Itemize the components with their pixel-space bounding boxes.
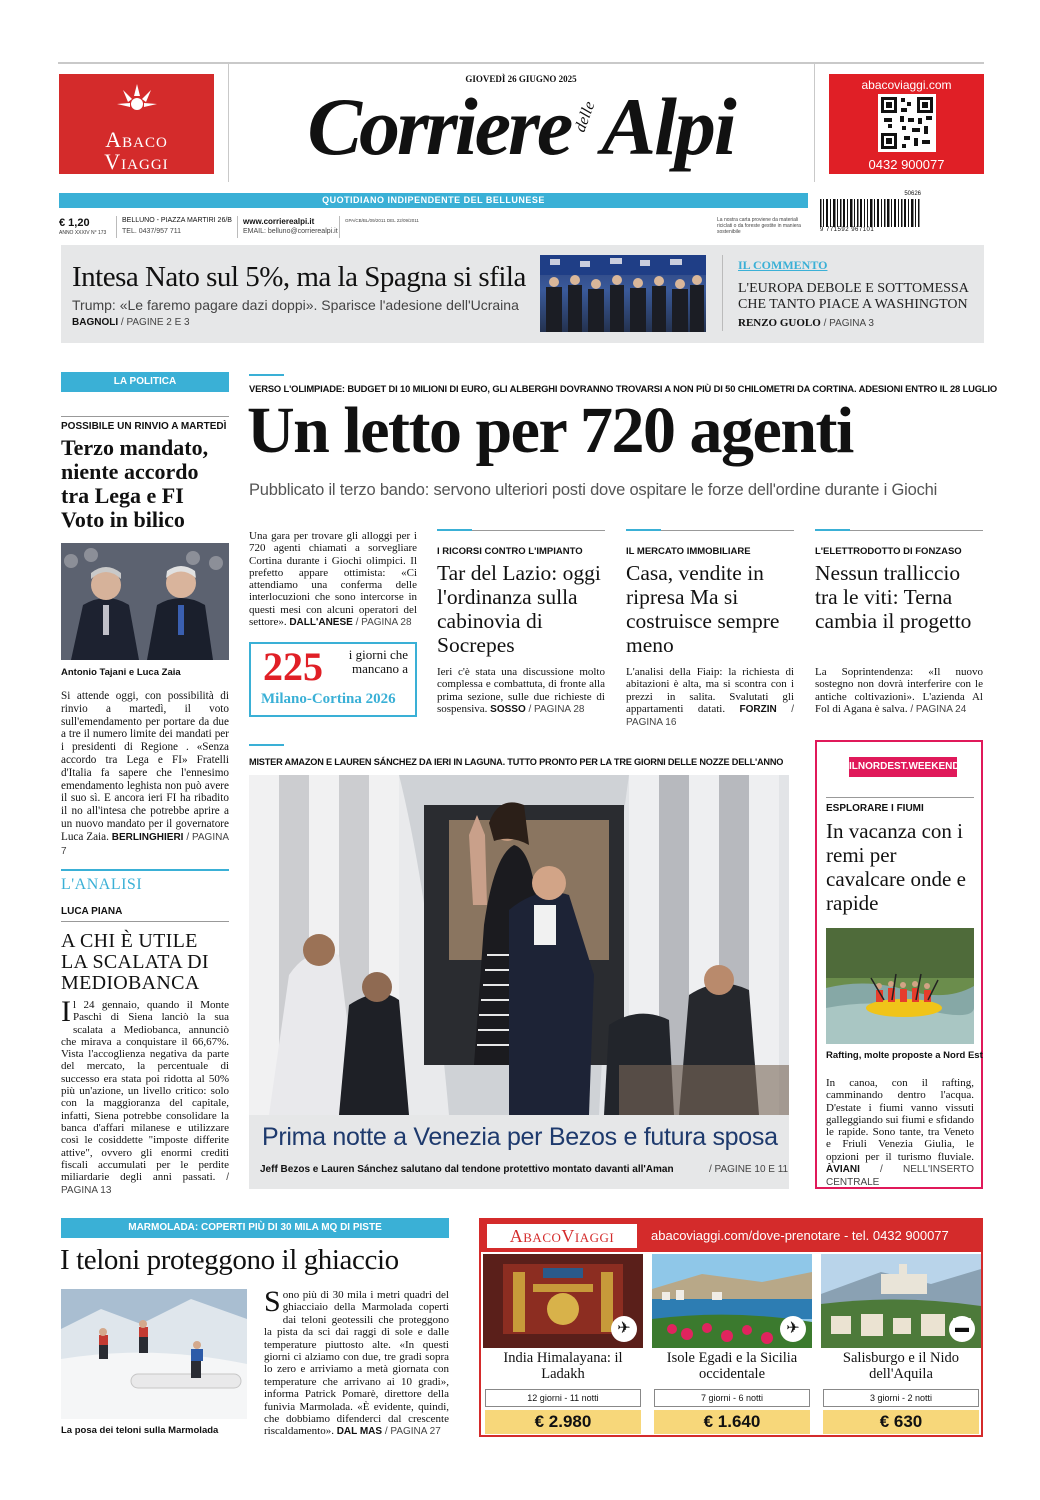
abaco-logo-ad[interactable] [59,74,214,174]
lead-body [249,530,417,629]
col2-title[interactable]: Casa, vendite in ripresa Ma si costruisce sempre meno [626,561,780,657]
countdown-text: i giorni che mancano a [348,647,408,676]
banner-author: BAGNOLI [72,317,119,328]
info-divider-1 [116,216,117,238]
offer-card-ladakh[interactable] [483,1254,643,1434]
tagline-bar: QUOTIDIANO INDIPENDENTE DEL BELLUNESE [59,193,808,208]
section-politica: LA POLITICA [61,372,229,392]
marmolada-body-text: ono più di 30 mila i metri quadri del ghiacciaio della Marmolada coperti dai teloni geotessili che proteggono la pista da sci dai raggi di sole e dalle temperature piuttosto alte. «In questi giorni ci alziamo con due, tre gradi sopra lo zero e arriviamo a metà giornata con temperature che arrivano ai 10 gradi», informa Patrick Pomarè, direttore della funivia Marmolada. «È evidente, quindi, che dobbiamo difenderci dal crescente riscaldamento». [264,1289,449,1438]
offer-ladakh-duration: 12 giorni - 11 notti [485,1389,641,1407]
col2-body-text: L'analisi della Fiaip: la richiesta di abitazioni è alta, ma si scontra con i prezzi in salita. Svalutati gli appartamenti datati. [626,666,794,715]
banner-byline [72,317,190,328]
newspaper-title[interactable] [228,72,814,182]
analisi-top-rule [61,869,229,871]
barcode-icon [818,199,922,227]
rafting-image [826,928,974,1044]
marmolada-dropcap: S [264,1285,281,1318]
offer-ladakh-title: India Himalayana: il Ladakh [503,1350,623,1382]
travel-ad-brand: AbacoViaggi [487,1224,637,1248]
analisi-ref: / PAGINA 13 [61,1172,229,1197]
col2-ref: / PAGINA 16 [626,703,795,729]
website-link[interactable]: www.corrierealpi.it [243,217,315,226]
col3-ref: / PAGINA 24 [910,703,967,715]
analisi-title[interactable]: A CHI È UTILE LA SCALATA DI MEDIOBANCA [61,930,209,994]
offer-egadi-price: € 1.640 [654,1410,810,1434]
offer-card-salisburgo[interactable] [821,1254,981,1434]
col1-accent [437,529,472,531]
weekend-author: ÀVIANI [826,1164,860,1176]
offer-egadi-duration: 7 giorni - 6 notti [654,1389,810,1407]
tajani-zaia-photo [61,543,229,660]
lead-ref: / PAGINA 28 [355,617,412,629]
plane-icon: ✈ [780,1316,806,1342]
col1-body [437,666,605,716]
weekend-ref: / NELL'INSERTO CENTRALE [826,1164,974,1189]
weekend-title[interactable]: In vacanza con i remi per cavalcare onde e rapide [826,819,966,915]
analisi-dropcap: I [61,995,71,1028]
offer-egadi-photo [652,1254,812,1348]
analisi-author: LUCA PIANA [61,906,123,917]
postal-info: GPA/CB/BL/09/2011 DEL 22/09/2011 [345,218,419,223]
weekend-rule [826,797,974,798]
col3-body [815,666,983,716]
plane-icon: ✈ [611,1316,637,1342]
masthead-divider-right [814,64,815,182]
politica-author: BERLINGHIERI [111,831,184,843]
lead-top-rule [249,374,284,376]
banner-comment-divider [722,255,723,331]
email-link[interactable]: EMAIL: belluno@corrierealpi.it [243,228,338,235]
offer-salisburgo-duration: 3 giorni - 2 notti [823,1389,979,1407]
col2-accent [626,529,661,531]
col3-title[interactable]: Nessun tralliccio tra le viti: Terna cambia il progetto [815,561,972,633]
weekend-kicker: ESPLORARE I FIUMI [826,803,924,814]
lead-kicker: VERSO L'OLIMPIADE: BUDGET DI 10 MILIONI DI EURO, GLI ALBERGHI DOVRANNO TROVARSI A NON PIÙ DI 50 CHILOMETRI DA CORTINA. ADESIONI ENTRO IL 28 LUGLIO [249,383,998,394]
paper-note: La nostra carta proviene da materiali riciclati o da foreste gestite in maniera sostenibile [717,217,801,235]
telephone: TEL. 0437/957 711 [122,228,182,235]
analisi-kicker: L'ANALISI [61,876,143,893]
weekend-body [826,1077,974,1190]
col2-kicker: IL MERCATO IMMOBILIARE [626,546,751,557]
col3-accent [815,529,850,531]
photo-story-caption: Jeff Bezos e Lauren Sánchez salutano dal tendone protettivo montato davanti all'Aman [260,1164,674,1175]
travel-ad[interactable] [479,1218,983,1437]
issue-number: ANNO XXXIV N° 173 [59,230,107,236]
offer-salisburgo-photo [821,1254,981,1348]
qr-code-icon [878,94,936,152]
photo-story-ref: / PAGINE 10 E 11 [709,1164,789,1175]
address: BELLUNO - PIAZZA MARTIRI 26/B [122,217,232,224]
masthead-top-rule [58,62,984,64]
offer-egadi-title: Isole Egadi e la Sicilia occidentale [666,1350,798,1382]
comment-title[interactable]: L'EUROPA DEBOLE E SOTTOMESSA CHE TANTO PIACE A WASHINGTON [738,281,969,312]
offer-ladakh-price: € 2.980 [485,1410,641,1434]
abaco-logo-line1: Abaco [105,127,168,152]
politica-title[interactable]: Terzo mandato, niente accordo tra Lega e FI Voto in bilico [61,435,209,532]
analisi-body [61,995,229,1198]
abaco-sun-logo-icon [114,80,160,124]
photo-story-title[interactable]: Prima notte a Venezia per Bezos e futura sposa [262,1123,778,1151]
countdown-number: 225 [263,644,323,689]
marmolada-title[interactable]: I teloni proteggono il ghiaccio [60,1244,399,1276]
qr-ad-phone: 0432 900077 [868,157,945,172]
bus-icon: ▬ [949,1316,975,1342]
col1-title[interactable]: Tar del Lazio: oggi l'ordinanza sulla cabinovia di Socrepes [437,561,601,657]
col3-kicker: L'ELETTRODOTTO DI FONZASO [815,546,962,557]
rafting-caption: Rafting, molte proposte a Nord Est [826,1050,983,1061]
rafting-photo [826,928,974,1044]
title-delle: delle [572,99,599,135]
title-corriere: Corriere [307,81,571,172]
lead-title[interactable]: Un letto per 720 agenti [247,394,853,467]
politica-rule [61,416,229,417]
comment-kicker: IL COMMENTO [738,258,828,272]
offer-salisburgo-price: € 630 [823,1410,979,1434]
issue-date: GIOVEDÌ 26 GIUGNO 2025 [465,74,577,84]
col1-author: SOSSO [490,703,526,715]
marmolada-image [61,1289,247,1419]
comment-ref: / PAGINA 3 [823,318,874,329]
qr-ad-url: abacoviaggi.com [861,78,952,92]
qr-ad[interactable] [829,74,984,174]
info-divider-3 [339,216,340,238]
marmolada-body [264,1285,449,1439]
analisi-rule [61,921,229,922]
info-divider-2 [237,216,238,238]
barcode-number: 9 771592 967101 [820,227,875,233]
politica-body [61,690,229,858]
abaco-logo-line2: Viaggi [104,149,169,174]
comment-author: RENZO GUOLO [738,317,821,329]
countdown-event: Milano-Cortina 2026 [261,691,396,707]
col3-body-text: La Soprintendenza: «Il nuovo sostegno non dovrà interferire con le antiche coltivazioni». L'azienda Al Fol di Agana è salva. [815,666,983,715]
nato-summit-image [540,255,706,332]
barcode-top-number: 50626 [904,191,921,197]
comment-byline [738,317,874,329]
col2-author: FORZIN [739,703,777,715]
tajani-zaia-image [61,543,229,660]
barcode [818,193,923,235]
banner-subtitle: Trump: «Le faremo pagare dazi doppi». Sparisce l'adesione dell'Ucraina [72,297,519,313]
photo-story-accent [249,744,284,746]
marmolada-author: DAL MAS [336,1426,383,1438]
lead-subtitle: Pubblicato il terzo bando: servono ulteriori posti dove ospitare le forze dell'ordine durante i Giochi [249,481,938,499]
banner-ref: / PAGINE 2 E 3 [120,317,190,328]
lead-author: DALL'ANESE [289,617,353,629]
col1-ref: / PAGINA 28 [528,703,585,715]
offer-ladakh-photo [483,1254,643,1348]
col2-body [626,666,794,729]
bezos-photo [249,775,789,1115]
analisi-body-text: l 24 gennaio, quando il Monte Paschi di Siena lanciò la sua scalata a Mediobanca, annunciò che mirava a conquistare il 66,67%. Vista l'accoglienza negativa da parte del mercato, la percentuale di successo era stata poi ridotta al 50% più un'azione, un livello critico: solo con la maggioranza del capitale, infatti, Siena potrebbe consolidare la banca d'affari milanese e utilizzare così le cosiddette "imposte differite attive", ovvero gli enormi crediti fiscali accumulati per le perdite miliardarie degli anni passati. [61,999,229,1184]
lead-body-text: Una gara per trovare gli alloggi per i 720 agenti chiamati a sorvegliare Cortina durante i Giochi olimpici. Il prefetto appare ottimista: «Ci attendiamo una conferma delle interlocuzioni che sono intercorse in questi mesi con alcuni operatori del settore». [249,530,417,629]
banner-title[interactable]: Intesa Nato sul 5%, ma la Spagna si sfila [72,261,526,293]
politica-body-text: Si attende oggi, con possibilità di rinvio a martedì, il voto sull'emendamento per portare da due a tre il numero limite dei mandati per i presidenti di Regione . «Senza accordo tra Lega e FI» Fratelli d'Italia fa sapere che l'ennesimo emendamento leghista non può avere il suo sì. E ancora ieri FI ha ribadito il no all'intesa che potrebbe aprire a un nuovo mandato per il governatore Luca Zaia. [61,690,229,843]
travel-ad-url[interactable]: abacoviaggi.com/dove-prenotare - tel. 0432 900077 [651,1228,949,1243]
offer-salisburgo-title: Salisburgo e il Nido dell'Aquila [842,1350,960,1382]
countdown-box [249,642,417,717]
politica-kicker: POSSIBILE UN RINVIO A MARTEDÌ [61,421,227,432]
marmolada-caption: La posa dei teloni sulla Marmolada [61,1425,219,1436]
col1-kicker: I RICORSI CONTRO L'IMPIANTO [437,546,583,557]
marmolada-kicker-bar: MARMOLADA: COPERTI PIÙ DI 30 MILA MQ DI PISTE [61,1218,449,1238]
col1-body-text: Ieri c'è stata una discussione molto complessa e combattuta, di fronte alla prima sezione, sulle due richieste di sospensiva. [437,666,605,715]
title-alpi: Alpi [601,81,735,172]
weekend-label: ILNORDEST.WEEKEND [849,757,957,777]
marmolada-ref: / PAGINA 27 [384,1426,441,1438]
bezos-venice-image [249,775,789,1115]
offer-card-egadi[interactable] [652,1254,812,1434]
photo-story-kicker: MISTER AMAZON E LAUREN SÁNCHEZ DA IERI IN LAGUNA. TUTTO PRONTO PER LA TRE GIORNI DELLE NOZZE DELL'ANNO [249,757,784,767]
price: € 1,20 [59,217,90,229]
politica-ref: / PAGINA 7 [61,831,230,857]
tajani-zaia-caption: Antonio Tajani e Luca Zaia [61,667,181,678]
nato-summit-photo [540,255,706,332]
weekend-body-text: In canoa, con il rafting, camminando dentro l'acqua. D'estate i fiumi vanno vissuti galleggiando sui fiumi e sfidando le rapide. Sono tante, tra Veneto e Friuli Venezia Giulia, le opzioni per il turismo fluviale. [826,1077,974,1163]
marmolada-photo [61,1289,247,1419]
